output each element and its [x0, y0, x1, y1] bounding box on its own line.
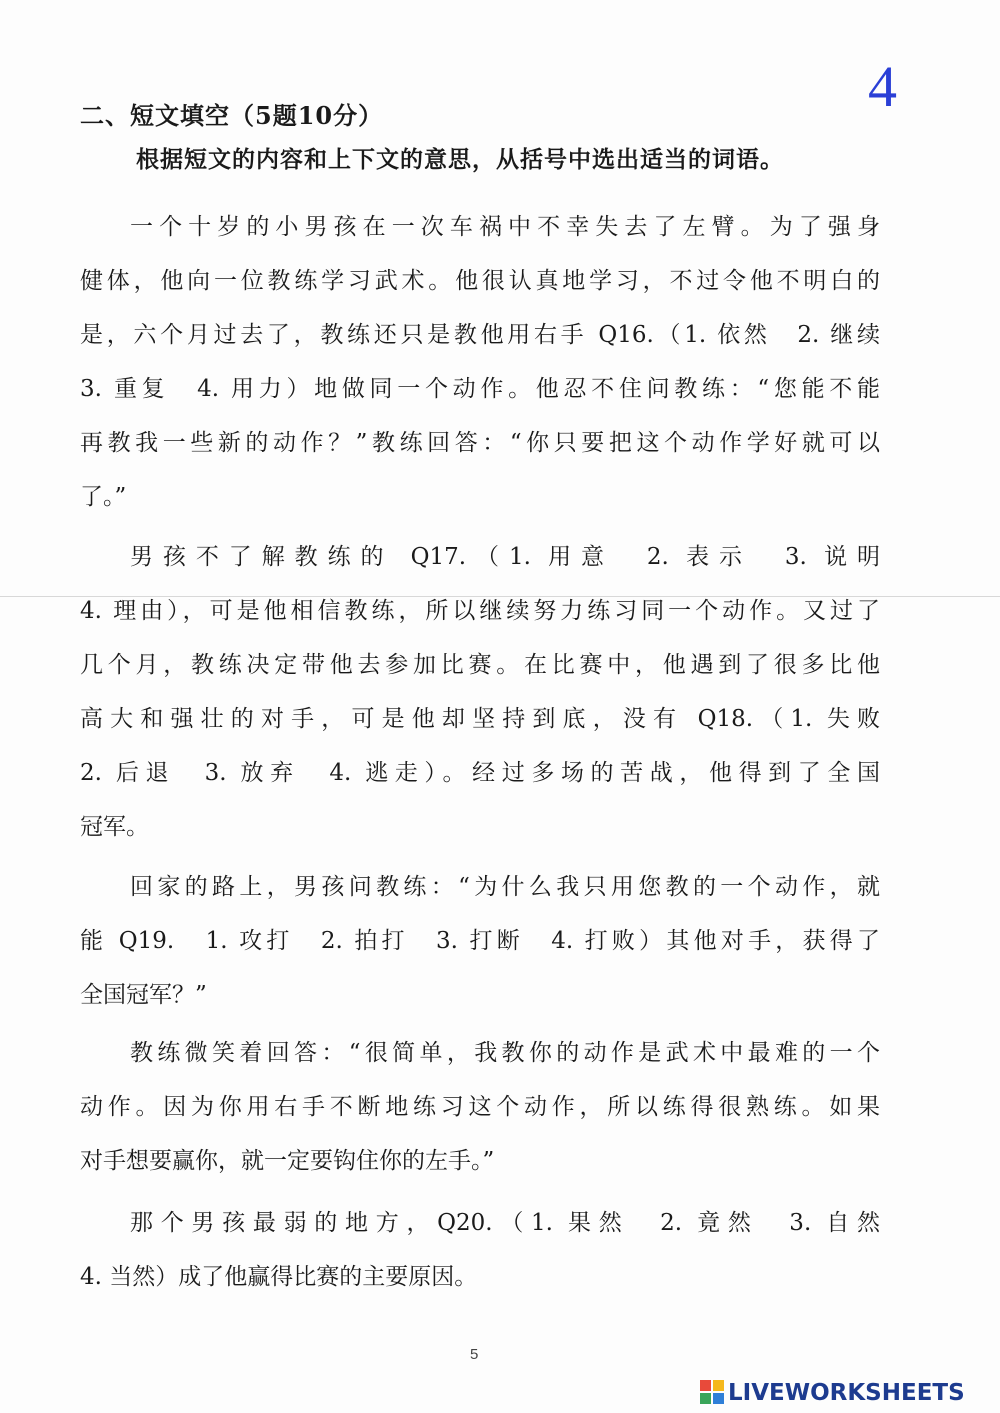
paragraph-1 [80, 200, 880, 524]
paragraph-line: 回家的路上，男孩问教练：“为什么我只用您教的一个动作，就 [130, 874, 880, 900]
paragraph-line: 一个十岁的小男孩在一次车祸中不幸失去了左臂。为了强身 [130, 214, 880, 240]
paragraph-line: 冠军。 [80, 814, 149, 840]
paragraph-line: 教练微笑着回答：“很简单，我教你的动作是武术中最难的一个 [130, 1040, 880, 1066]
paragraph-3 [80, 860, 880, 1022]
section-title: 二、短文填空（5题10分） [80, 101, 384, 130]
paragraph-line: 健体，他向一位教练学习武术。他很认真地学习，不过令他不明白的 [80, 268, 880, 294]
paragraph-line-q19[interactable]: 能 Q19. 1. 攻打 2. 拍打 3. 打断 4. 打败）其他对手，获得了 [80, 928, 880, 954]
paragraph-line: 再教我一些新的动作？”教练回答：“你只要把这个动作学好就可以 [80, 430, 880, 456]
paragraph-line-q20-options[interactable]: 4. 当然）成了他赢得比赛的主要原因。 [80, 1264, 478, 1290]
paragraph-line-q16[interactable]: 是，六个月过去了，教练还只是教他用右手 Q16.（1. 依然 2. 继续 [80, 322, 880, 348]
paragraph-line: 几个月，教练决定带他去参加比赛。在比赛中，他遇到了很多比他 [80, 652, 880, 678]
paragraph-line-q16-options[interactable]: 3. 重复 4. 用力）地做同一个动作。他忍不住问教练：“您能不能 [80, 376, 880, 402]
liveworksheets-logo-icon [700, 1380, 726, 1406]
watermark-text: LIVEWORKSHEETS [728, 1380, 965, 1406]
paragraph-line: 全国冠军？” [80, 982, 207, 1008]
liveworksheets-watermark [700, 1378, 965, 1408]
paragraph-line: 对手想要赢你，就一定要钩住你的左手。” [80, 1148, 495, 1174]
paragraph-line-q20[interactable]: 那个男孩最弱的地方，Q20.（1. 果然 2. 竟然 3. 自然 [130, 1210, 880, 1236]
paragraph-line-q18-options[interactable]: 2. 后退 3. 放弃 4. 逃走）。经过多场的苦战，他得到了全国 [80, 760, 880, 786]
instruction-text: 根据短文的内容和上下文的意思，从括号中选出适当的词语。 [136, 146, 784, 173]
page-number: 5 [470, 1346, 479, 1363]
paragraph-line-q17-options[interactable]: 4. 理由），可是他相信教练，所以继续努力练习同一个动作。又过了 [80, 598, 880, 624]
paragraph-5 [80, 1196, 880, 1304]
paragraph-4 [80, 1026, 880, 1188]
page-tag-number: 4 [868, 54, 897, 119]
paragraph-line: 了。” [80, 484, 127, 510]
paragraph-line-q18[interactable]: 高大和强壮的对手，可是他却坚持到底，没有 Q18.（1. 失败 [80, 706, 880, 732]
paragraph-2 [80, 530, 880, 854]
paragraph-line-q17[interactable]: 男孩不了解教练的 Q17.（1. 用意 2. 表示 3. 说明 [130, 544, 880, 570]
paragraph-line: 动作。因为你用右手不断地练习这个动作，所以练得很熟练。如果 [80, 1094, 880, 1120]
